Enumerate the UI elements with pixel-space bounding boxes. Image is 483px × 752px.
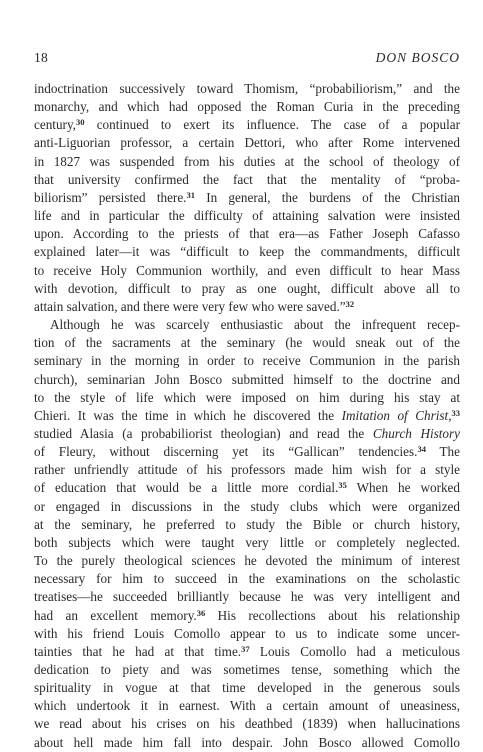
line-text-continued: When he worked — [356, 480, 461, 496]
line-text: we read about his crises on his deathbed (1839) when hallucinations — [34, 716, 460, 732]
line-text: with devotion, difficult to pray as one ought, difficult above all to — [34, 280, 460, 296]
line-text: To the purely theological sciences he devoted the minimum of interest — [34, 553, 460, 569]
text-line — [34, 479, 460, 497]
line-text: studied Alasia (a probabiliorist theologian) and read the — [34, 425, 365, 441]
line-text: to receive Holy Communion worthily, and even difficult to hear Mass — [34, 262, 460, 278]
line-text: of education that would be a little more cordial. — [34, 480, 339, 496]
text-line — [34, 80, 460, 98]
line-text: church), seminarian John Bosco submitted himself to the doctrine and — [34, 371, 460, 387]
text-line — [34, 625, 460, 643]
text-line — [34, 407, 460, 425]
line-text: had an excellent memory. — [34, 607, 197, 623]
line-text: or engaged in discussions in the study clubs which were organized — [34, 498, 460, 514]
text-line — [34, 225, 460, 243]
line-text: rather unfriendly attitude of his professors made him wish for a style — [34, 462, 460, 478]
text-line — [34, 316, 460, 334]
italic-title: Church History — [372, 425, 461, 441]
line-text: treatises—he succeeded brilliantly because he was very intelligent and — [34, 589, 460, 605]
text-line — [34, 443, 460, 461]
line-text: both subjects which were taught very little or completely neglected. — [34, 534, 460, 550]
line-text: of Fleury, without discerning yet its “Gallican” tendencies. — [34, 444, 418, 460]
footnote-ref: 32 — [345, 298, 355, 309]
text-line — [34, 207, 460, 225]
line-text: which undertook it in earnest. With a certain amount of uneasiness, — [34, 698, 460, 714]
line-text: anti-Liguorian professor, a certain Dettori, who after Rome intervened — [34, 135, 460, 151]
text-line — [34, 697, 460, 715]
line-text: necessary for him to succeed in the examinations on the scholastic — [34, 571, 460, 587]
line-text: attain salvation, and there were very few who were saved.” — [34, 298, 346, 314]
text-line — [34, 643, 460, 661]
line-text: dedication to piety and was sometimes tense, something which the — [34, 662, 460, 677]
line-text: upon. According to the priests of that era—as Father Joseph Cafasso — [34, 226, 460, 242]
footnote-ref: 36 — [196, 607, 206, 618]
line-text: Chieri. It was the time in which he discovered the — [34, 407, 335, 423]
text-line — [34, 298, 460, 316]
running-title: DON BOSCO — [375, 50, 460, 65]
text-line — [34, 371, 460, 389]
footnote-ref: 33 — [451, 407, 461, 418]
line-text-continued: continued to exert its influence. The case of a popular — [96, 117, 460, 133]
text-line — [34, 171, 460, 189]
footnote-ref: 31 — [186, 189, 195, 200]
line-text: seminary in the morning in order to receive Communion in the parish — [34, 353, 460, 369]
line-text: century, — [34, 117, 76, 133]
text-line — [34, 280, 460, 298]
line-text: Although he was scarcely enthusiastic about the infrequent recep- — [50, 317, 460, 333]
body-text — [34, 80, 460, 752]
text-line — [34, 98, 460, 116]
line-text: monarchy, and which had opposed the Roman Curia in the preceding — [34, 99, 460, 115]
line-text: indoctrination successively toward Thomism, “probabiliorism,” and the — [34, 81, 460, 96]
text-line — [34, 715, 460, 733]
text-line — [34, 552, 460, 570]
line-text: about hell made him fall into despair. John Bosco allowed Comollo — [34, 734, 460, 750]
text-line — [34, 389, 460, 407]
text-line — [34, 153, 460, 171]
text-line — [34, 588, 460, 606]
text-line — [34, 534, 460, 552]
line-text-continued: His recollections about his relationship — [217, 607, 460, 623]
line-text-continued: In general, the burdens of the Christian — [206, 189, 460, 205]
line-text: biliorism” persisted there. — [34, 189, 187, 205]
line-text: with his friend Louis Comollo appear to us to indicate some uncer- — [34, 625, 460, 641]
text-line — [34, 116, 460, 134]
line-text: to the style of life which were imposed on him during his stay at — [34, 389, 460, 405]
footnote-ref: 35 — [338, 480, 347, 491]
italic-title: Imitation of Christ, — [341, 407, 452, 423]
text-line — [34, 134, 460, 152]
text-line — [34, 607, 460, 625]
line-text: explained later—it was “difficult to keep the commandments, difficult — [34, 244, 460, 260]
page-number: 18 — [34, 50, 49, 65]
text-line — [34, 334, 460, 352]
footnote-ref: 34 — [417, 444, 426, 455]
text-line — [34, 352, 460, 370]
line-text: tion of the sacraments at the seminary (he would sneak out of the — [34, 335, 460, 351]
line-text: tainties that he had at that time. — [34, 643, 242, 659]
text-line — [34, 661, 460, 679]
text-line — [34, 734, 460, 752]
text-line — [34, 425, 460, 443]
text-line — [34, 498, 460, 516]
text-line — [34, 461, 460, 479]
text-line — [34, 262, 460, 280]
text-line — [34, 189, 460, 207]
text-line — [34, 679, 460, 697]
line-text-continued: Louis Comollo had a meticulous — [259, 643, 460, 659]
footnote-ref: 30 — [75, 117, 85, 128]
footnote-ref: 37 — [241, 643, 250, 654]
line-text: in 1827 was suspended from his duties at the school of theology of — [34, 153, 460, 169]
text-line — [34, 243, 460, 261]
line-text-continued: The — [439, 444, 460, 460]
line-text: at the seminary, he preferred to study the Bible or church history, — [34, 516, 460, 532]
text-line — [34, 516, 460, 534]
line-text: spirituality in vogue at that time developed in the generous souls — [34, 680, 460, 696]
text-line — [34, 570, 460, 588]
page-header — [34, 50, 460, 70]
line-text: life and in particular the difficulty of attaining salvation were insisted — [34, 208, 460, 224]
book-page — [34, 0, 461, 750]
line-text: that university confirmed the fact that the mentality of “proba- — [34, 171, 460, 187]
